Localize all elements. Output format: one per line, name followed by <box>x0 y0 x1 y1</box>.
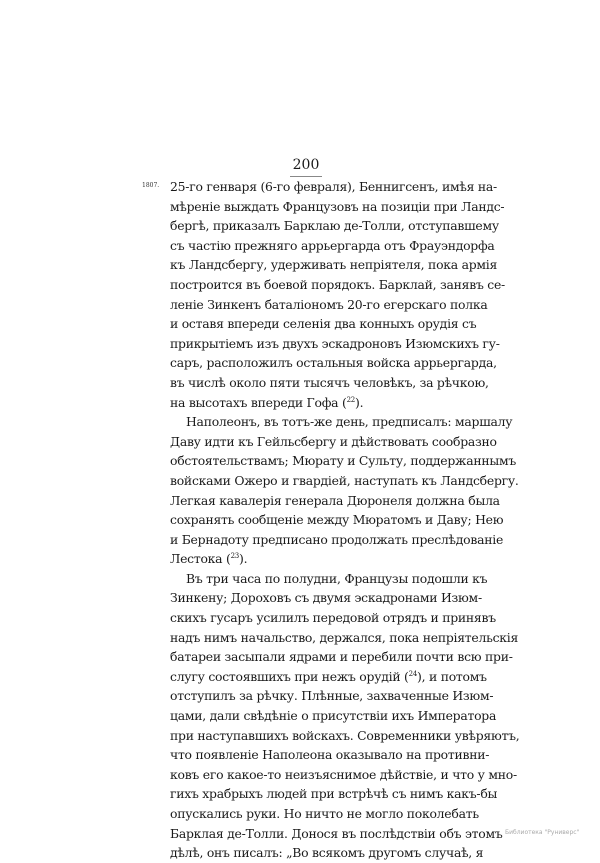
text-line: построится въ боевой порядокъ. Барклай, занявъ се- <box>170 276 505 292</box>
text: Лестока ( <box>170 551 231 567</box>
text-line <box>170 549 450 569</box>
text-line: съ частію прежняго аррьергарда отъ Фрауэндорфа <box>170 237 495 253</box>
text-line: скихъ гусаръ усилилъ передовой отрядъ и принявъ <box>170 610 496 626</box>
margin-year: 1807. <box>142 182 160 189</box>
text-line: Барклая де-Толли. Донося въ послѣдствіи объ этомъ <box>170 825 503 841</box>
text: слугу состоявшихъ при нежъ орудій ( <box>170 668 409 684</box>
text-line: сохранять сообщеніе между Мюратомъ и Даву; Нею <box>170 512 504 528</box>
text-line: батареи засыпали ядрами и перебили почти всю при- <box>170 649 513 665</box>
text-line: мѣреніе выждать Французовъ на позиціи при Ландс- <box>170 198 505 214</box>
text-line: надъ нимъ начальство, держался, пока непріятельскія <box>170 629 519 645</box>
page-number: 200 <box>292 157 320 173</box>
text-line: войсками Ожеро и гвардіей, наступать къ Ландсбергу. <box>170 472 519 488</box>
text-line: при наступавшихъ войскахъ. Современники увѣряютъ, <box>170 727 520 743</box>
text-line: отступилъ за рѣчку. Плѣнные, захваченные Изюм- <box>170 688 494 704</box>
footnote-ref: 24 <box>408 669 418 678</box>
library-watermark: Библиотека "Руниверс" <box>505 829 580 836</box>
text-line <box>170 393 450 413</box>
text-line: леніе Зинкенъ баталіономъ 20-го егерскаго полка <box>170 296 488 312</box>
text-line: 25-го генваря (6-го февраля), Беннигсенъ, имѣя на- <box>170 179 497 194</box>
text-line: Въ три часа по полудни, Французы подошли къ <box>186 570 488 586</box>
text-line: что появленіе Наполеона оказывало на противни- <box>170 747 490 763</box>
text-line <box>170 667 487 687</box>
footnote-ref: 22 <box>346 395 355 404</box>
text-line: ковъ его какое-то неизъяснимое дѣйствіе, и что у мно- <box>170 766 517 782</box>
text-line: цами, дали свѣдѣніе о присутствіи ихъ Императора <box>170 708 497 724</box>
body-text <box>170 177 520 863</box>
text-line: обстоятельствамъ; Мюрату и Сульту, поддержаннымъ <box>170 453 516 469</box>
text-line: опускались руки. Но ничто не могло поколебать <box>170 806 479 821</box>
text-line: Легкая кавалерія генерала Дюронеля должна была <box>170 492 500 508</box>
text: ), и потомъ <box>417 668 487 684</box>
text-line: саръ, расположилъ остальныя войска аррьергарда, <box>170 355 497 371</box>
text: ). <box>354 394 364 410</box>
text-line: и оставя впереди селенія два конныхъ орудія съ <box>170 316 477 332</box>
text: на высотахъ впереди Гофа ( <box>170 394 347 410</box>
text-line: и Бернадоту предписано продолжать преслѣдованіе <box>170 531 504 547</box>
text-line: гихъ храбрыхъ людей при встрѣчѣ съ нимъ какъ-бы <box>170 786 498 802</box>
text-line: въ числѣ около пяти тысячъ человѣкъ, за рѣчкою, <box>170 374 489 390</box>
text-line: дѣлѣ, онъ писалъ: „Во всякомъ другомъ случаѣ, я <box>170 845 484 861</box>
text-line: Наполеонъ, въ тотъ-же день, предписалъ: маршалу <box>186 414 513 430</box>
text-line: къ Ландсбергу, удерживать непріятеля, пока армія <box>170 257 498 273</box>
text-line: Зинкену; Дороховъ съ двумя эскадронами Изюм- <box>170 590 482 606</box>
text-line: прикрытіемъ изъ двухъ эскадроновъ Изюмскихъ гу- <box>170 335 500 351</box>
text-line: Даву идти къ Гейльсбергу и дѣйствовать сообразно <box>170 433 497 449</box>
text-line: бергѣ, приказалъ Барклаю де-Толли, отступавшему <box>170 218 499 234</box>
footnote-ref: 23 <box>230 552 240 561</box>
text: ). <box>239 551 248 567</box>
